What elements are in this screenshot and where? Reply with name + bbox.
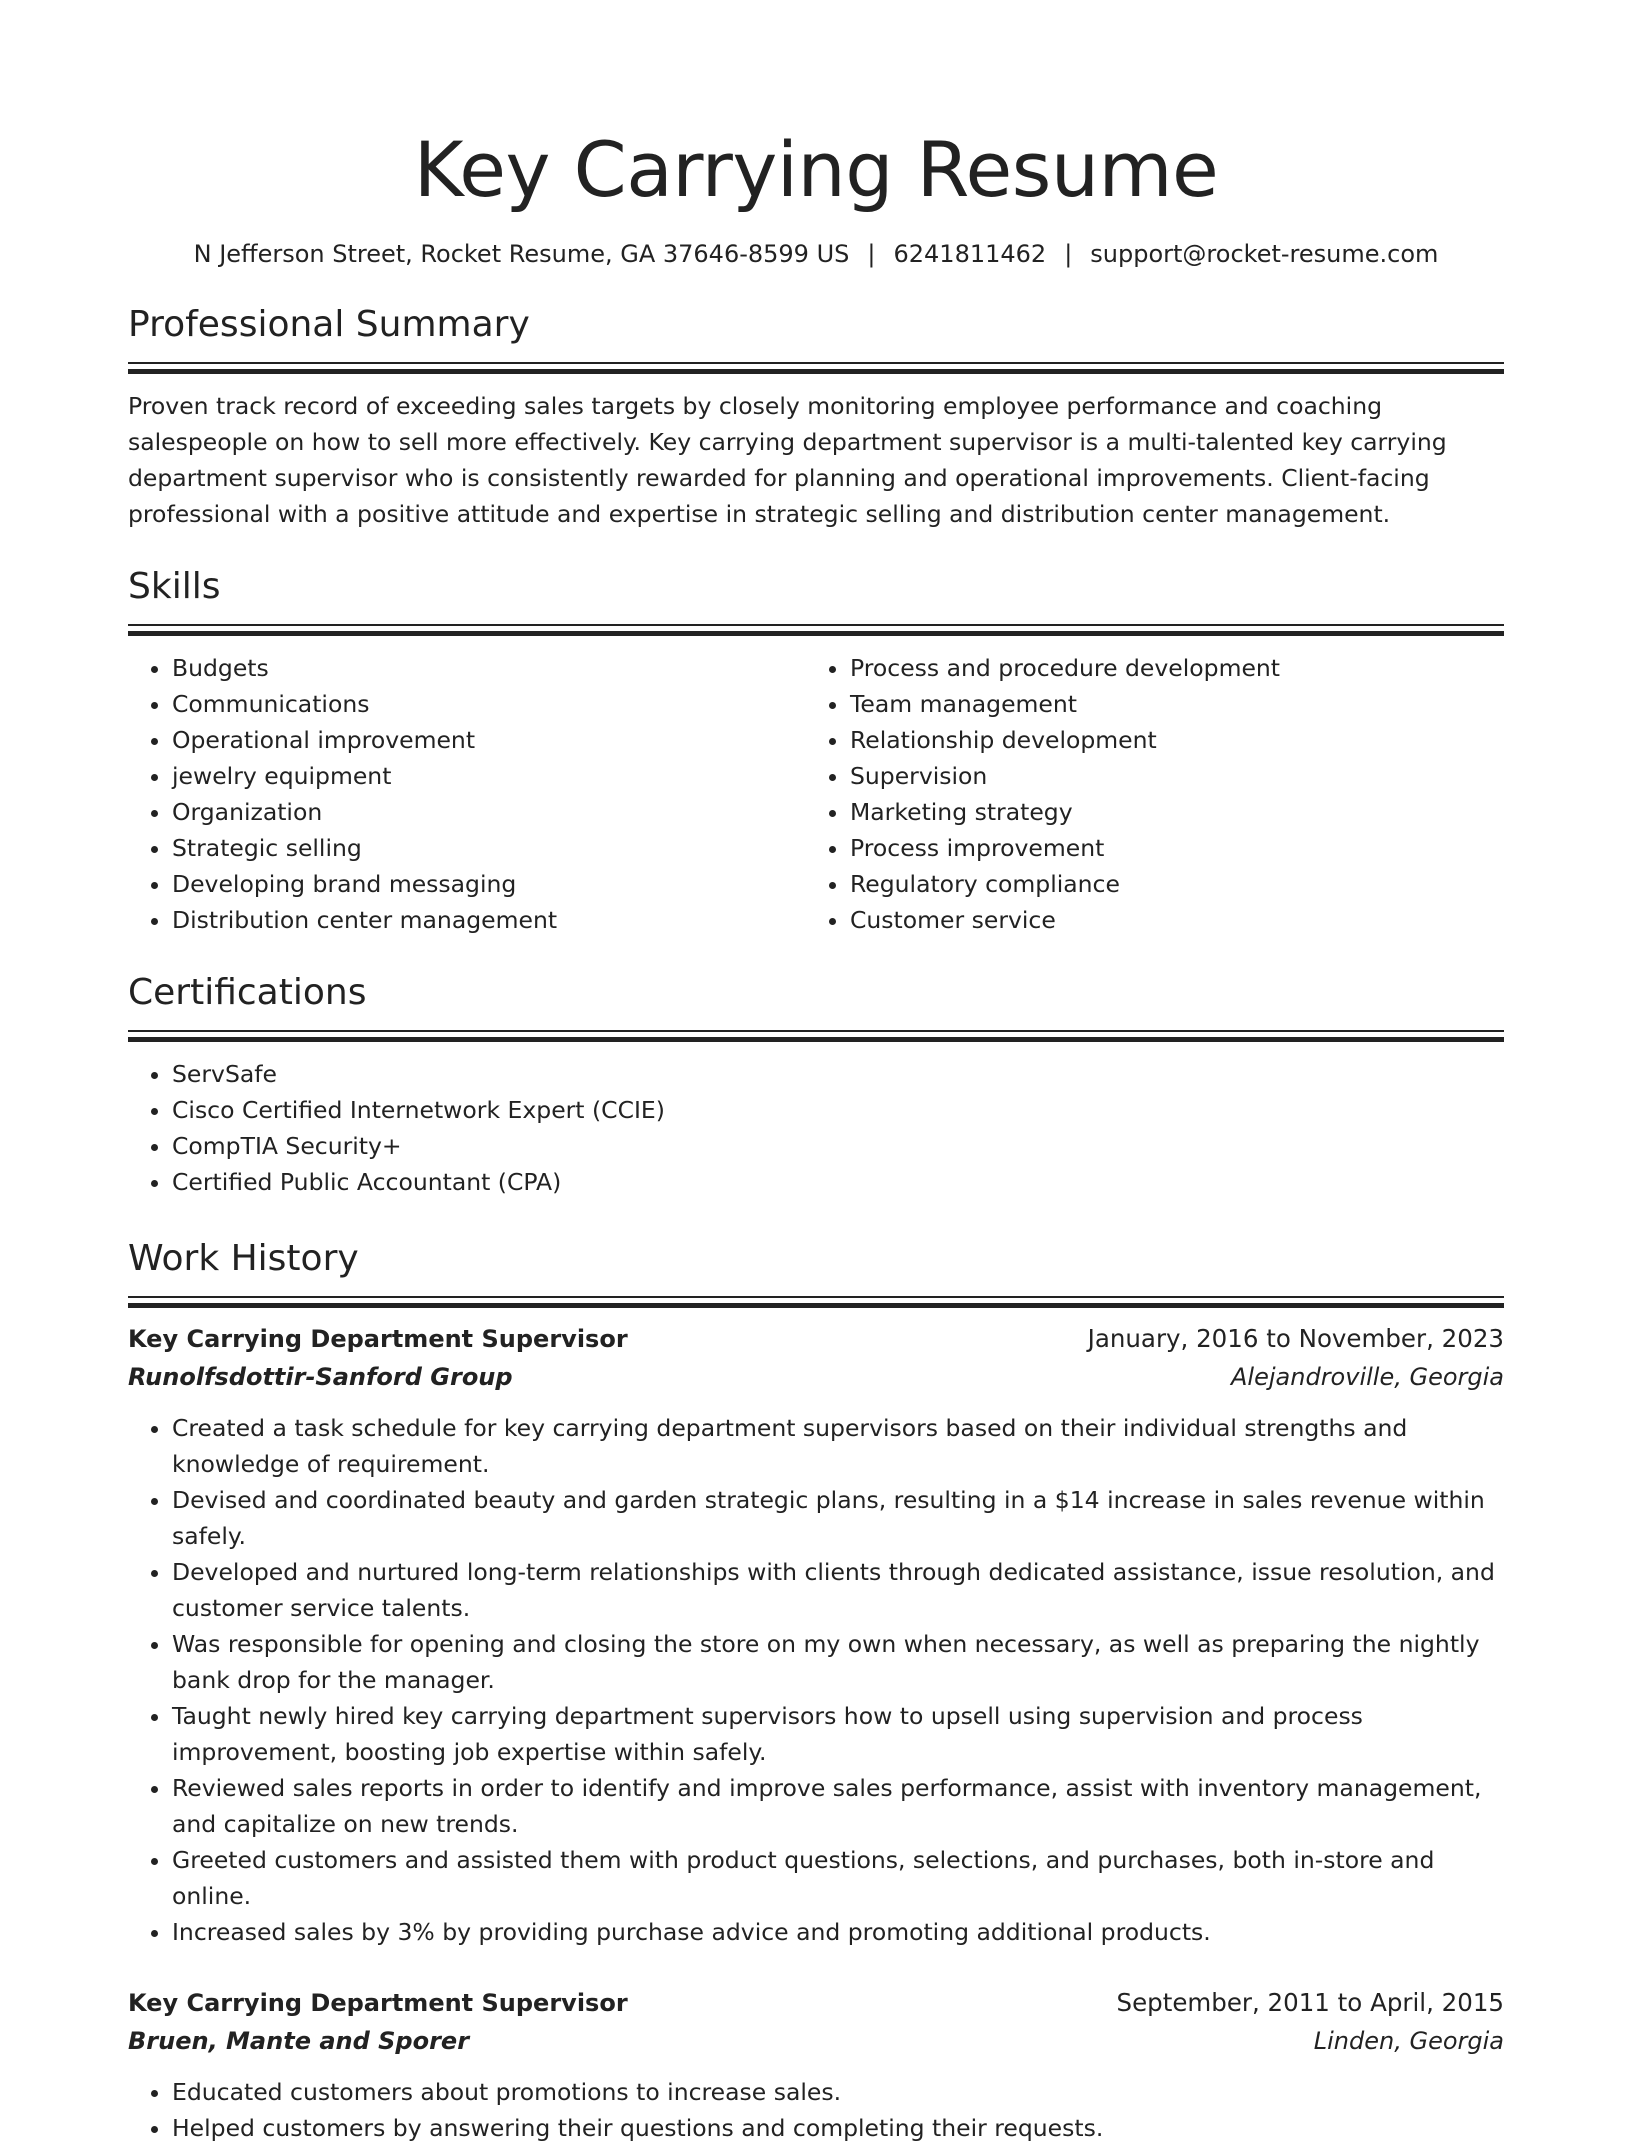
- contact-phone: 6241811462: [893, 240, 1047, 268]
- job-subheader: [128, 1358, 1504, 1396]
- section-heading-certifications: Certifications: [128, 972, 367, 1013]
- job-subheader: [128, 2022, 1504, 2060]
- list-item: • Marketing strategy: [850, 794, 1484, 830]
- list-item: • Process improvement: [850, 830, 1484, 866]
- list-item: • Regulatory compliance: [850, 866, 1484, 902]
- section-certifications: [128, 968, 1504, 1200]
- resume-title: Key Carrying Resume: [413, 125, 1219, 214]
- skills-list-right: [806, 650, 1484, 938]
- job-entry: [128, 1984, 1504, 2146]
- certifications-list: [128, 1056, 1504, 1200]
- list-item: • Cisco Certified Internetwork Expert (CCIE): [172, 1092, 1504, 1128]
- list-item: • Developed and nurtured long-term relationships with clients through dedicated assistance, issue resolution, and customer service talents.: [172, 1554, 1504, 1626]
- summary-text: Proven track record of exceeding sales targets by closely monitoring employee performance and coaching salespeople on how to sell more effectively. Key carrying department supervisor is a multi-talented key carrying department supervisor who is consistently rewarded for planning and operational improvements. Client-facing professional with a positive attitude and expertise in strategic selling and distribution center management.: [128, 392, 1447, 528]
- section-work-history: [128, 1234, 1504, 2146]
- list-item: • Helped customers by answering their questions and completing their requests.: [172, 2110, 1504, 2146]
- job-company: Bruen, Mante and Sporer: [128, 2027, 470, 2055]
- section-divider: [128, 362, 1504, 374]
- job-role: Key Carrying Department Supervisor: [128, 1989, 628, 2017]
- job-duties-list: [128, 2074, 1504, 2146]
- contact-address: N Jefferson Street, Rocket Resume, GA 37646-8599 US: [193, 240, 850, 268]
- job-dates: September, 2011 to April, 2015: [1116, 1988, 1504, 2017]
- job-entry: [128, 1320, 1504, 1950]
- section-divider: [128, 624, 1504, 636]
- resume-page: [128, 0, 1504, 2146]
- list-item: • Relationship development: [850, 722, 1484, 758]
- section-summary: [128, 300, 1504, 532]
- list-item: • Operational improvement: [172, 722, 806, 758]
- list-item: • jewelry equipment: [172, 758, 806, 794]
- list-item: • Organization: [172, 794, 806, 830]
- list-item: • Reviewed sales reports in order to identify and improve sales performance, assist with inventory management, and capitalize on new trends.: [172, 1770, 1504, 1842]
- list-item: • Greeted customers and assisted them with product questions, selections, and purchases, both in-store and online.: [172, 1842, 1504, 1914]
- section-heading-skills: Skills: [128, 566, 221, 607]
- job-location: Alejandroville, Georgia: [1231, 1363, 1504, 1391]
- contact-separator: |: [1064, 240, 1073, 268]
- contact-email: support@rocket-resume.com: [1090, 240, 1439, 268]
- list-item: • Increased sales by 3% by providing purchase advice and promoting additional products.: [172, 1914, 1504, 1950]
- contact-separator: |: [867, 240, 876, 268]
- list-item: • Process and procedure development: [850, 650, 1484, 686]
- list-item: • Strategic selling: [172, 830, 806, 866]
- list-item: • Certified Public Accountant (CPA): [172, 1164, 1504, 1200]
- job-duties-list: [128, 1410, 1504, 1950]
- list-item: • Communications: [172, 686, 806, 722]
- section-divider: [128, 1030, 1504, 1042]
- contact-line: [128, 236, 1504, 272]
- list-item: • Created a task schedule for key carrying department supervisors based on their individual strengths and knowledge of requirement.: [172, 1410, 1504, 1482]
- list-item: • Distribution center management: [172, 902, 806, 938]
- list-item: • Supervision: [850, 758, 1484, 794]
- list-item: • Educated customers about promotions to increase sales.: [172, 2074, 1504, 2110]
- list-item: • Customer service: [850, 902, 1484, 938]
- section-skills: [128, 562, 1504, 938]
- list-item: • CompTIA Security+: [172, 1128, 1504, 1164]
- skills-column-right: [806, 650, 1484, 938]
- job-header: [128, 1984, 1504, 2022]
- job-header: [128, 1320, 1504, 1358]
- list-item: • Developing brand messaging: [172, 866, 806, 902]
- section-heading-summary: Professional Summary: [128, 304, 530, 345]
- skills-column-left: [128, 650, 806, 938]
- list-item: • Taught newly hired key carrying department supervisors how to upsell using supervision and process improvement, boosting job expertise within safely.: [172, 1698, 1504, 1770]
- list-item: • Was responsible for opening and closing the store on my own when necessary, as well as preparing the nightly bank drop for the manager.: [172, 1626, 1504, 1698]
- job-dates: January, 2016 to November, 2023: [1087, 1324, 1504, 1353]
- list-item: • Team management: [850, 686, 1484, 722]
- section-divider: [128, 1296, 1504, 1308]
- list-item: • Devised and coordinated beauty and garden strategic plans, resulting in a $14 increase in sales revenue within safely.: [172, 1482, 1504, 1554]
- list-item: • Budgets: [172, 650, 806, 686]
- job-role: Key Carrying Department Supervisor: [128, 1325, 628, 1353]
- section-heading-work-history: Work History: [128, 1238, 359, 1279]
- list-item: • ServSafe: [172, 1056, 1504, 1092]
- job-location: Linden, Georgia: [1313, 2027, 1504, 2055]
- skills-list-left: [128, 650, 806, 938]
- skills-columns: [128, 650, 1504, 938]
- job-company: Runolfsdottir-Sanford Group: [128, 1363, 513, 1391]
